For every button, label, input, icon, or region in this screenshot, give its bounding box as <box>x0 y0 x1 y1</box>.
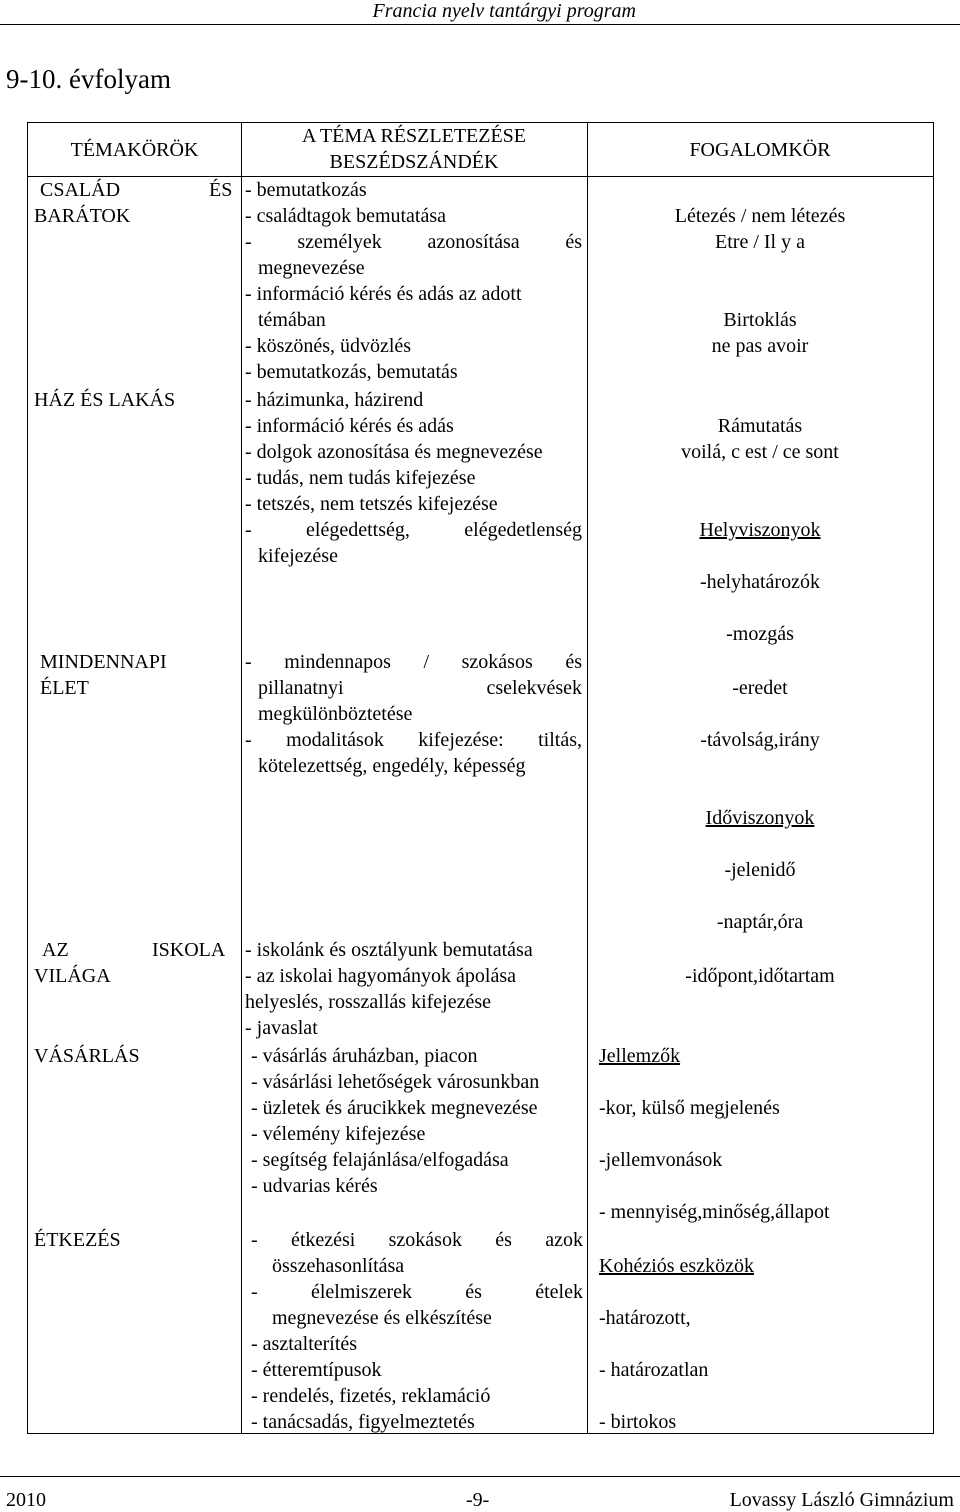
detail-line: összehasonlítása <box>272 1255 405 1277</box>
footer-rule <box>0 1476 960 1477</box>
detail-line: megnevezése és elkészítése <box>272 1307 492 1329</box>
concept-line: -helyhatározók <box>700 571 820 593</box>
concept-line: -időpont,időtartam <box>685 965 835 987</box>
topic-csalad-es: ÉS <box>209 179 233 201</box>
detail-line: - bemutatkozás, bemutatás <box>245 361 458 383</box>
detail-line: - az iskolai hagyományok ápolása <box>245 965 517 987</box>
header-temakorok: TÉMAKÖRÖK <box>70 139 199 161</box>
detail-line: - köszönés, üdvözlés <box>245 335 412 357</box>
header-beszedszandek: BESZÉDSZÁNDÉK <box>329 151 499 173</box>
detail-line: - asztalterítés <box>251 1333 358 1355</box>
concept-line: ne pas avoir <box>711 335 809 357</box>
detail-line: - információ kérés és adás <box>245 415 454 437</box>
concept-heading: Helyviszonyok <box>699 519 821 541</box>
concept-line: -jellemvonások <box>599 1149 723 1171</box>
footer-school: Lovassy László Gimnázium <box>729 1489 954 1511</box>
concept-line: -határozott, <box>599 1307 691 1329</box>
topic-csalad: CSALÁD <box>40 179 121 201</box>
concept-line: -eredet <box>732 677 788 699</box>
detail-line: pillanatnyi cselekvések <box>258 677 582 699</box>
topic-vilaga: VILÁGA <box>34 965 111 987</box>
program-title: Francia nyelv tantárgyi program <box>372 0 636 22</box>
detail-line: - bemutatkozás <box>245 179 367 201</box>
footer-page-number: -9- <box>466 1489 490 1511</box>
topic-iskola: ISKOLA <box>152 939 226 961</box>
detail-line: - elégedettség, elégedetlenség <box>245 519 582 541</box>
topic-baratok: BARÁTOK <box>34 205 131 227</box>
header-fogalomkor: FOGALOMKÖR <box>689 139 831 161</box>
detail-line: - vásárlás áruházban, piacon <box>251 1045 478 1067</box>
detail-line: témában <box>258 309 326 331</box>
detail-line: megkülönböztetése <box>258 703 413 725</box>
detail-line: - személyek azonosítása és <box>245 231 582 253</box>
detail-line: - rendelés, fizetés, reklamáció <box>251 1385 491 1407</box>
topic-elet: ÉLET <box>40 677 89 699</box>
detail-line: - segítség felajánlása/elfogadása <box>251 1149 509 1171</box>
detail-line: kötelezettség, engedély, képesség <box>258 755 526 777</box>
concept-line: -távolság,irány <box>700 729 820 751</box>
concept-line: Rámutatás <box>717 415 803 437</box>
detail-line: - modalitások kifejezése: tiltás, <box>245 729 582 751</box>
detail-line: - vásárlási lehetőségek városunkban <box>251 1071 540 1093</box>
concept-heading: Időviszonyok <box>705 807 815 829</box>
detail-line: - mindennapos / szokásos és <box>245 651 582 673</box>
grade-title: 9-10. évfolyam <box>6 64 171 94</box>
concept-line: - határozatlan <box>599 1359 709 1381</box>
topic-mindennapi: MINDENNAPI <box>40 651 167 673</box>
header-reszletezes: A TÉMA RÉSZLETEZÉSE <box>301 125 527 147</box>
detail-line: megnevezése <box>258 257 365 279</box>
detail-line: - információ kérés és adás az adott <box>245 283 522 305</box>
detail-line: - tetszés, nem tetszés kifejezése <box>245 493 498 515</box>
column-divider-1 <box>241 123 242 1433</box>
topic-az: AZ <box>42 939 69 961</box>
detail-line: - üzletek és árucikkek megnevezése <box>251 1097 538 1119</box>
detail-line: - tudás, nem tudás kifejezése <box>245 467 476 489</box>
topic-etkezes: ÉTKEZÉS <box>34 1229 121 1251</box>
topic-vasarlas: VÁSÁRLÁS <box>34 1045 140 1067</box>
concept-line: Etre / Il y a <box>715 231 805 253</box>
concept-line: Létezés / nem létezés <box>674 205 846 227</box>
concept-line: -naptár,óra <box>716 911 804 933</box>
detail-line: - családtagok bemutatása <box>245 205 447 227</box>
footer-year: 2010 <box>6 1489 46 1511</box>
detail-line: - étteremtípusok <box>251 1359 382 1381</box>
detail-line: kifejezése <box>258 545 338 567</box>
concept-line: voilá, c est / ce sont <box>681 441 839 463</box>
header-rule <box>0 24 960 25</box>
detail-line: - tanácsadás, figyelmeztetés <box>251 1411 475 1433</box>
curriculum-table <box>27 122 934 1434</box>
detail-line: - házimunka, házirend <box>245 389 424 411</box>
concept-heading: Jellemzők <box>599 1045 681 1067</box>
concept-line: Birtoklás <box>723 309 797 331</box>
concept-line: - mennyiség,minőség,állapot <box>599 1201 830 1223</box>
concept-line: - birtokos <box>599 1411 677 1433</box>
detail-line: - vélemény kifejezése <box>251 1123 426 1145</box>
concept-line: -mozgás <box>726 623 794 645</box>
topic-haz: HÁZ ÉS LAKÁS <box>34 389 176 411</box>
detail-line: - iskolánk és osztályunk bemutatása <box>245 939 533 961</box>
concept-line: -kor, külső megjelenés <box>599 1097 780 1119</box>
header-divider <box>28 176 933 177</box>
detail-line: - élelmiszerek és ételek <box>251 1281 583 1303</box>
detail-line: helyeslés, rosszallás kifejezése <box>245 991 492 1013</box>
detail-line: - javaslat <box>245 1017 318 1039</box>
concept-line: -jelenidő <box>724 859 796 881</box>
detail-line: - udvarias kérés <box>251 1175 378 1197</box>
detail-line: - étkezési szokások és azok <box>251 1229 583 1251</box>
concept-heading: Kohéziós eszközök <box>599 1255 754 1277</box>
detail-line: - dolgok azonosítása és megnevezése <box>245 441 543 463</box>
